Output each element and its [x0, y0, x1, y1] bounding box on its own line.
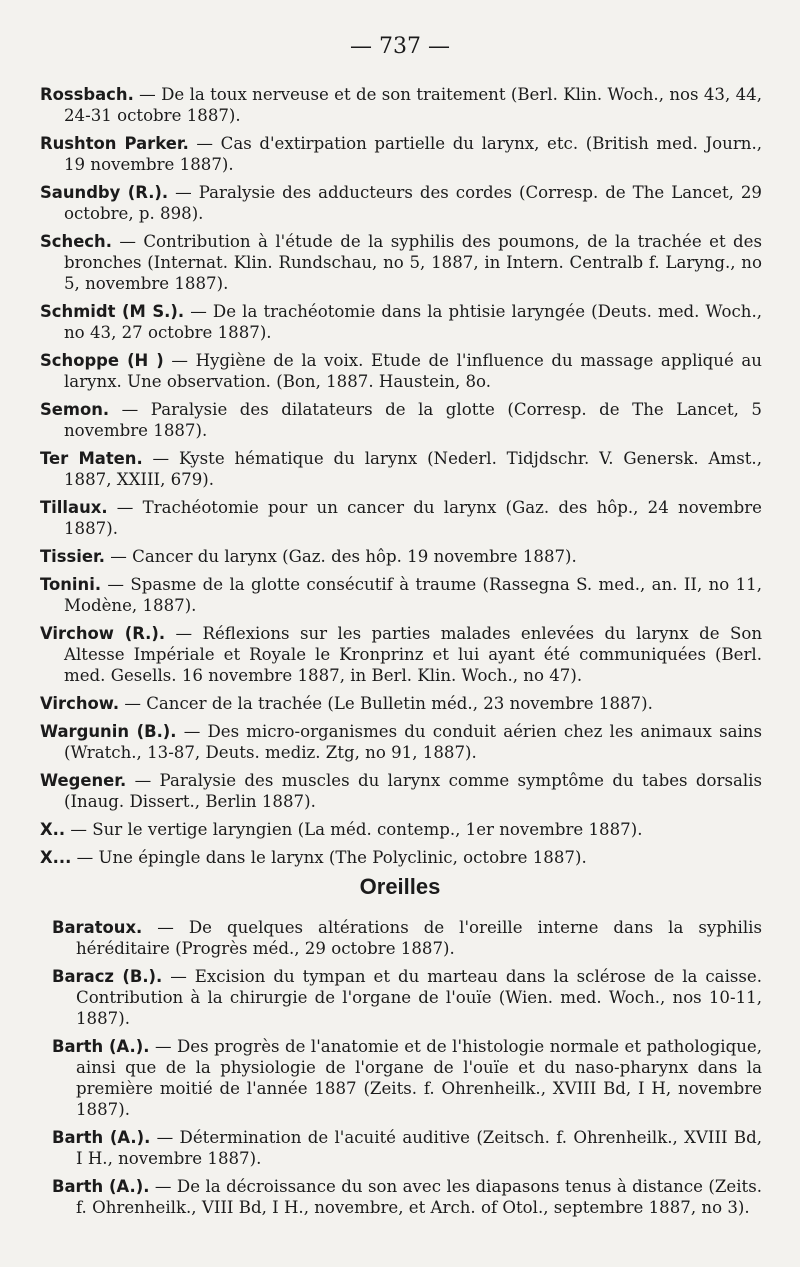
entry-text: — Détermination de l'acuité auditive (Zeitsch. f. Ohrenheilk., XVIII Bd, I H., novembre 1887). [76, 1128, 762, 1168]
entry-author: X.. [40, 820, 66, 839]
entry-author: Saundby (R.). [40, 183, 169, 202]
entry-text: — Cas d'extirpation partielle du larynx, etc. (British med. Journ., 19 novembre 1887). [64, 134, 762, 174]
bibliography-entry [40, 182, 762, 224]
bibliography-list [40, 84, 762, 875]
entry-author: Barth (A.). [52, 1037, 150, 1056]
bibliography-entry [40, 448, 762, 490]
entry-author: Virchow (R.). [40, 624, 166, 643]
entry-author: Tonini. [40, 575, 102, 594]
entry-text: — De quelques altérations de l'oreille interne dans la syphilis héréditaire (Progrès méd., 29 octobre 1887). [76, 918, 762, 958]
bibliography-entry [40, 770, 762, 812]
bibliography-entry [40, 847, 762, 868]
bibliography-entry [40, 133, 762, 175]
entry-author: Baracz (B.). [52, 967, 163, 986]
bibliography-entry [40, 574, 762, 616]
bibliography-entry [52, 1036, 762, 1120]
entry-text: — Spasme de la glotte consécutif à traume (Rassegna S. med., an. II, no 11, Modène, 1887). [64, 575, 762, 615]
bibliography-entry [52, 1176, 762, 1218]
entry-author: Barth (A.). [52, 1177, 150, 1196]
bibliography-entry [40, 497, 762, 539]
bibliography-entry [40, 623, 762, 686]
entry-text: — De la décroissance du son avec les diapasons tenus à distance (Zeits. f. Ohrenheilk., VIII Bd, I H., novembre, et Arch. of Otol., septembre 1887, no 3). [76, 1177, 762, 1217]
entry-text: — Kyste hématique du larynx (Nederl. Tidjdschr. V. Genersk. Amst., 1887, XXIII, 679). [64, 449, 762, 489]
entry-author: X... [40, 848, 72, 867]
entry-author: Tissier. [40, 547, 106, 566]
bibliography-entry [40, 546, 762, 567]
entry-author: Ter Maten. [40, 449, 143, 468]
page-number: — 737 — [350, 34, 450, 59]
entry-author: Barth (A.). [52, 1128, 151, 1147]
entry-text: — Réflexions sur les parties malades enlevées du larynx de Son Altesse Impériale et Royale le Kronprinz et lui ayant été communiquées (Berl. med. Gesells. 16 novembre 1887, in Berl. Klin. Woch., no 47). [64, 624, 763, 685]
entry-author: Wargunin (B.). [40, 722, 177, 741]
entry-text: — Paralysie des dilatateurs de la glotte (Corresp. de The Lancet, 5 novembre 1887). [64, 400, 762, 440]
entry-author: Rossbach. [40, 85, 134, 104]
entry-text: — Trachéotomie pour un cancer du larynx (Gaz. des hôp., 24 novembre 1887). [64, 498, 762, 538]
bibliography-entry [52, 1127, 762, 1169]
bibliography-entry [52, 917, 762, 959]
entry-author: Semon. [40, 400, 110, 419]
bibliography-entry [52, 966, 762, 1029]
bibliography-list [52, 917, 762, 1225]
entry-text: — Paralysie des muscles du larynx comme symptôme du tabes dorsalis (Inaug. Dissert., Berlin 1887). [64, 771, 762, 811]
entry-author: Schmidt (M S.). [40, 302, 185, 321]
entry-text: — Cancer de la trachée (Le Bulletin méd., 23 novembre 1887). [119, 694, 653, 713]
bibliography-entry [40, 693, 762, 714]
entry-text: — Paralysie des adducteurs des cordes (Corresp. de The Lancet, 29 octobre, p. 898). [64, 183, 762, 223]
entry-text: — Contribution à l'étude de la syphilis des poumons, de la trachée et des bronches (Internat. Klin. Rundschau, no 5, 1887, in Intern. Centralb f. Laryng., no 5, novembre 1887). [64, 232, 762, 293]
entry-text: — Cancer du larynx (Gaz. des hôp. 19 novembre 1887). [105, 547, 577, 566]
bibliography-entry [40, 350, 762, 392]
entry-text: — De la toux nerveuse et de son traitement (Berl. Klin. Woch., nos 43, 44, 24-31 octobre 1887). [64, 85, 762, 125]
entry-author: Wegener. [40, 771, 127, 790]
bibliography-entry [40, 399, 762, 441]
bibliography-entry [40, 84, 762, 126]
entry-text: — Hygiène de la voix. Etude de l'influence du massage appliqué au larynx. Une observation. (Bon, 1887. Haustein, 8o. [64, 351, 762, 391]
entry-text: — Une épingle dans le larynx (The Polyclinic, octobre 1887). [71, 848, 587, 867]
entry-text: — Des progrès de l'anatomie et de l'histologie normale et pathologique, ainsi que de la physiologie de l'organe de l'ouïe et du naso-pharynx dans la première moitié de l'année 1887 (Zeits. f. Ohrenheilk., XVIII Bd, I H, novembre 1887). [76, 1037, 762, 1119]
bibliography-entry [40, 819, 762, 840]
entry-text: — Sur le vertige laryngien (La méd. contemp., 1er novembre 1887). [65, 820, 643, 839]
entry-author: Baratoux. [52, 918, 143, 937]
entry-author: Tillaux. [40, 498, 108, 517]
entry-author: Schech. [40, 232, 112, 251]
entry-author: Schoppe (H ) [40, 351, 164, 370]
entry-text: — Des micro-organismes du conduit aérien chez les animaux sains (Wratch., 13-87, Deuts. mediz. Ztg, no 91, 1887). [64, 722, 762, 762]
entry-author: Virchow. [40, 694, 120, 713]
section-title: Oreilles [359, 874, 441, 899]
bibliography-entry [40, 231, 762, 294]
bibliography-entry [40, 301, 762, 343]
entry-text: — De la trachéotomie dans la phtisie laryngée (Deuts. med. Woch., no 43, 27 octobre 1887). [64, 302, 762, 342]
bibliography-entry [40, 721, 762, 763]
entry-text: — Excision du tympan et du marteau dans la sclérose de la caisse. Contribution à la chirurgie de l'organe de l'ouïe (Wien. med. Woch., nos 10-11, 1887). [76, 967, 763, 1028]
entry-author: Rushton Parker. [40, 134, 189, 153]
